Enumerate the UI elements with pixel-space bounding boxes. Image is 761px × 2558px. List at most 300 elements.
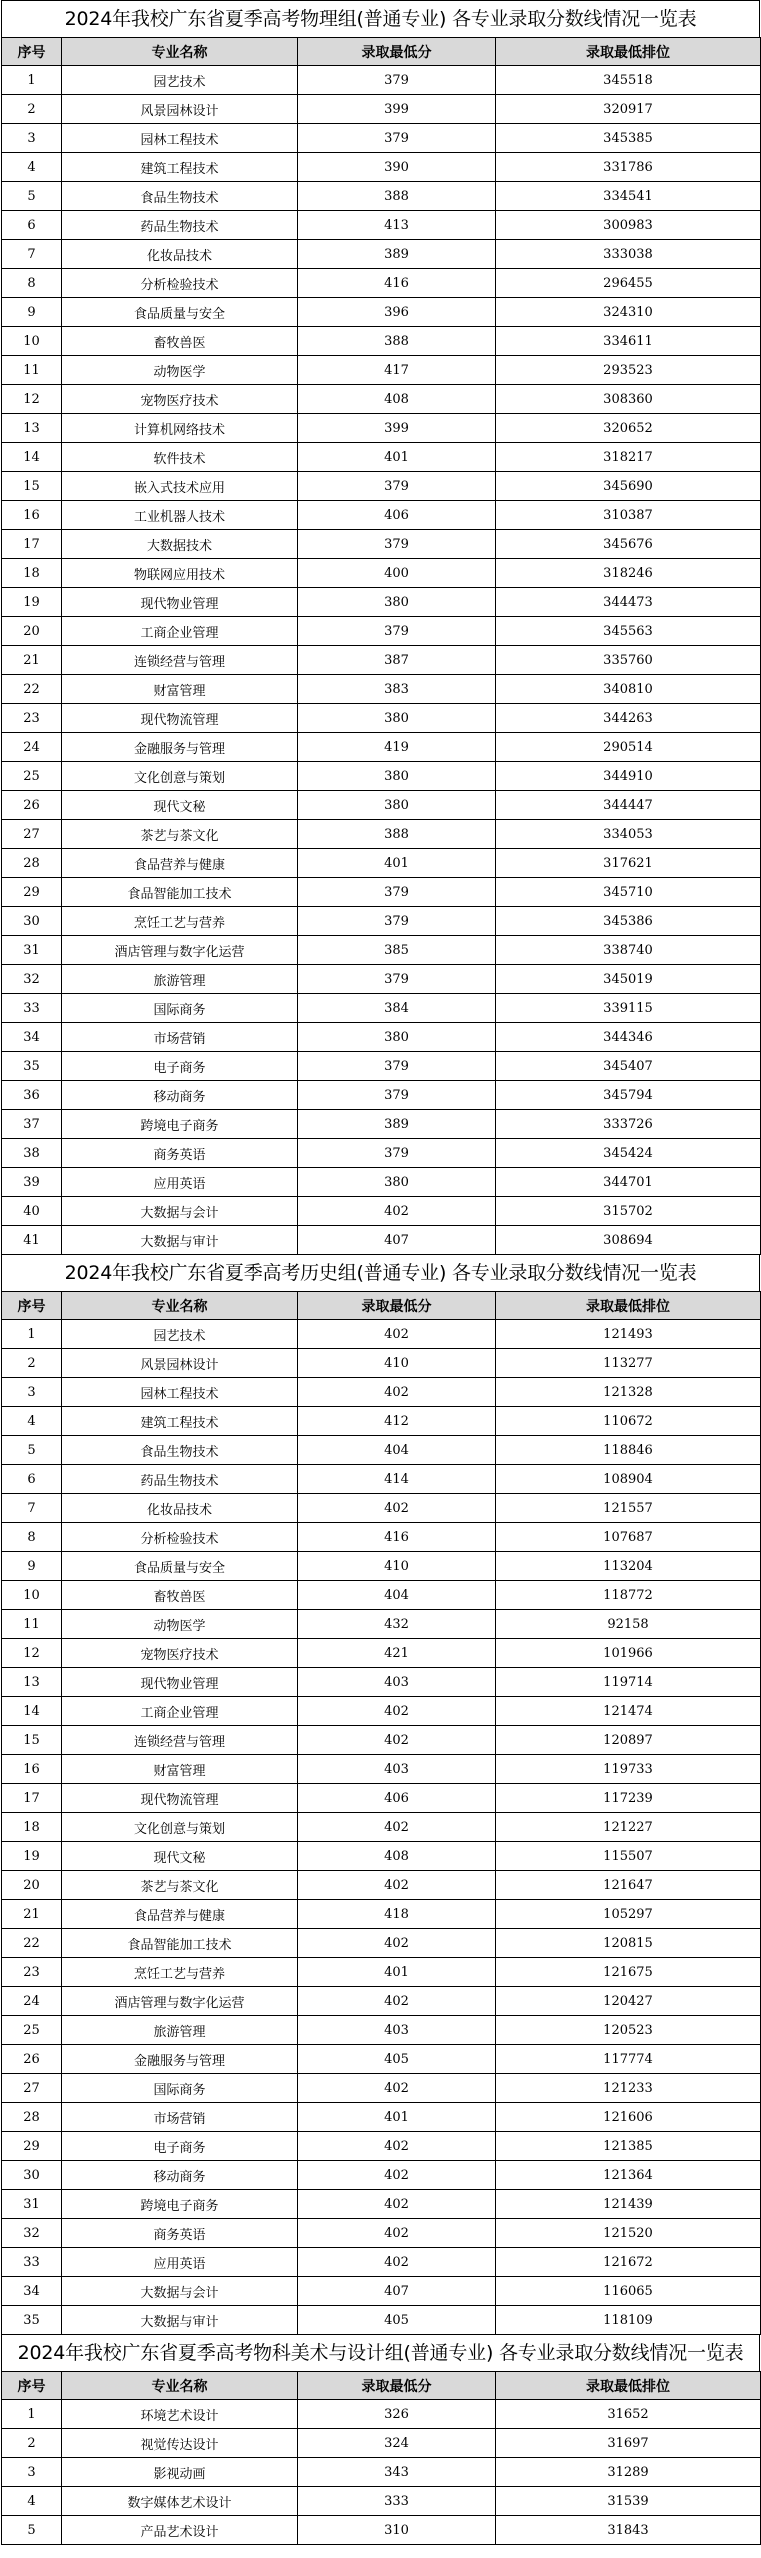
cell-major-name: 园林工程技术: [62, 124, 298, 153]
cell-min-rank: 308694: [496, 1226, 761, 1255]
cell-min-score: 333: [298, 2487, 496, 2516]
table-row: [2, 1784, 761, 1813]
header-name: 专业名称: [62, 38, 298, 66]
cell-min-score: 399: [298, 414, 496, 443]
cell-min-score: 402: [298, 1813, 496, 1842]
cell-min-rank: 118846: [496, 1436, 761, 1465]
cell-no: 5: [2, 2516, 62, 2545]
cell-no: 30: [2, 2161, 62, 2190]
cell-no: 10: [2, 327, 62, 356]
cell-no: 2: [2, 1349, 62, 1378]
cell-major-name: 园艺技术: [62, 66, 298, 95]
cell-no: 12: [2, 385, 62, 414]
cell-major-name: 畜牧兽医: [62, 1581, 298, 1610]
cell-min-rank: 334053: [496, 820, 761, 849]
cell-no: 19: [2, 1842, 62, 1871]
cell-major-name: 药品生物技术: [62, 211, 298, 240]
cell-min-score: 404: [298, 1436, 496, 1465]
cell-min-rank: 113277: [496, 1349, 761, 1378]
header-name: 专业名称: [62, 1292, 298, 1320]
cell-min-rank: 293523: [496, 356, 761, 385]
cell-major-name: 酒店管理与数字化运营: [62, 936, 298, 965]
cell-min-score: 410: [298, 1349, 496, 1378]
table-row: [2, 2487, 761, 2516]
cell-min-rank: 121439: [496, 2190, 761, 2219]
cell-major-name: 宠物医疗技术: [62, 1639, 298, 1668]
cell-no: 23: [2, 1958, 62, 1987]
cell-min-rank: 113204: [496, 1552, 761, 1581]
cell-min-rank: 101966: [496, 1639, 761, 1668]
cell-major-name: 风景园林设计: [62, 1349, 298, 1378]
cell-min-rank: 345424: [496, 1139, 761, 1168]
cell-min-score: 407: [298, 1226, 496, 1255]
table-body: [2, 2400, 761, 2545]
cell-min-rank: 334611: [496, 327, 761, 356]
table-row: [2, 907, 761, 936]
cell-min-score: 418: [298, 1900, 496, 1929]
cell-min-score: 379: [298, 1081, 496, 1110]
cell-major-name: 大数据与审计: [62, 2306, 298, 2335]
header-score: 录取最低分: [298, 1292, 496, 1320]
cell-major-name: 动物医学: [62, 356, 298, 385]
cell-min-rank: 120523: [496, 2016, 761, 2045]
cell-no: 17: [2, 1784, 62, 1813]
cell-major-name: 嵌入式技术应用: [62, 472, 298, 501]
cell-no: 32: [2, 965, 62, 994]
cell-major-name: 金融服务与管理: [62, 733, 298, 762]
cell-major-name: 茶艺与茶文化: [62, 1871, 298, 1900]
table-row: [2, 675, 761, 704]
cell-major-name: 建筑工程技术: [62, 1407, 298, 1436]
cell-min-score: 400: [298, 559, 496, 588]
cell-min-score: 421: [298, 1639, 496, 1668]
table-row: [2, 472, 761, 501]
cell-min-rank: 345019: [496, 965, 761, 994]
cell-no: 6: [2, 1465, 62, 1494]
cell-major-name: 大数据与会计: [62, 2277, 298, 2306]
cell-min-score: 388: [298, 820, 496, 849]
cell-major-name: 建筑工程技术: [62, 153, 298, 182]
table-row: [2, 1958, 761, 1987]
table-row: [2, 1168, 761, 1197]
cell-major-name: 国际商务: [62, 994, 298, 1023]
cell-no: 3: [2, 124, 62, 153]
cell-min-score: 343: [298, 2458, 496, 2487]
table-row: [2, 1668, 761, 1697]
header-no: 序号: [2, 1292, 62, 1320]
cell-min-rank: 345563: [496, 617, 761, 646]
cell-min-score: 406: [298, 501, 496, 530]
cell-no: 3: [2, 1378, 62, 1407]
cell-no: 32: [2, 2219, 62, 2248]
cell-major-name: 食品营养与健康: [62, 849, 298, 878]
cell-min-score: 310: [298, 2516, 496, 2545]
table-row: [2, 327, 761, 356]
cell-min-score: 402: [298, 1197, 496, 1226]
cell-major-name: 金融服务与管理: [62, 2045, 298, 2074]
cell-min-rank: 121606: [496, 2103, 761, 2132]
cell-no: 18: [2, 559, 62, 588]
cell-min-rank: 121557: [496, 1494, 761, 1523]
table-row: [2, 2429, 761, 2458]
cell-major-name: 风景园林设计: [62, 95, 298, 124]
cell-major-name: 化妆品技术: [62, 240, 298, 269]
cell-min-rank: 320917: [496, 95, 761, 124]
cell-no: 26: [2, 791, 62, 820]
cell-no: 30: [2, 907, 62, 936]
table-row: [2, 965, 761, 994]
cell-no: 4: [2, 1407, 62, 1436]
cell-min-rank: 345710: [496, 878, 761, 907]
cell-major-name: 跨境电子商务: [62, 1110, 298, 1139]
header-rank: 录取最低排位: [496, 1292, 761, 1320]
cell-min-rank: 121493: [496, 1320, 761, 1349]
cell-no: 37: [2, 1110, 62, 1139]
cell-major-name: 国际商务: [62, 2074, 298, 2103]
cell-min-score: 402: [298, 1987, 496, 2016]
cell-min-rank: 117774: [496, 2045, 761, 2074]
cell-no: 14: [2, 1697, 62, 1726]
table-row: [2, 1226, 761, 1255]
cell-min-rank: 121364: [496, 2161, 761, 2190]
cell-min-score: 383: [298, 675, 496, 704]
cell-major-name: 园林工程技术: [62, 1378, 298, 1407]
cell-min-rank: 120897: [496, 1726, 761, 1755]
table-row: [2, 501, 761, 530]
cell-min-rank: 320652: [496, 414, 761, 443]
cell-min-rank: 31652: [496, 2400, 761, 2429]
cell-min-score: 379: [298, 530, 496, 559]
table-row: [2, 2045, 761, 2074]
table-row: [2, 298, 761, 327]
cell-no: 26: [2, 2045, 62, 2074]
table-row: [2, 530, 761, 559]
cell-min-rank: 345385: [496, 124, 761, 153]
cell-major-name: 烹饪工艺与营养: [62, 907, 298, 936]
cell-min-rank: 119714: [496, 1668, 761, 1697]
cell-min-rank: 31697: [496, 2429, 761, 2458]
cell-min-rank: 344473: [496, 588, 761, 617]
table-history: [1, 1291, 761, 2335]
cell-min-score: 379: [298, 124, 496, 153]
cell-min-rank: 121672: [496, 2248, 761, 2277]
table-row: [2, 1755, 761, 1784]
cell-major-name: 连锁经营与管理: [62, 1726, 298, 1755]
cell-min-score: 402: [298, 1320, 496, 1349]
cell-no: 21: [2, 1900, 62, 1929]
table-row: [2, 1320, 761, 1349]
cell-major-name: 分析检验技术: [62, 1523, 298, 1552]
cell-no: 6: [2, 211, 62, 240]
cell-min-rank: 116065: [496, 2277, 761, 2306]
cell-min-score: 403: [298, 1755, 496, 1784]
cell-major-name: 市场营销: [62, 1023, 298, 1052]
cell-min-score: 403: [298, 1668, 496, 1697]
cell-min-rank: 110672: [496, 1407, 761, 1436]
cell-major-name: 跨境电子商务: [62, 2190, 298, 2219]
table-row: [2, 2248, 761, 2277]
cell-min-score: 402: [298, 1929, 496, 1958]
cell-min-score: 402: [298, 1871, 496, 1900]
cell-major-name: 现代物业管理: [62, 588, 298, 617]
cell-no: 5: [2, 1436, 62, 1465]
table-row: [2, 95, 761, 124]
cell-major-name: 连锁经营与管理: [62, 646, 298, 675]
table-row: [2, 356, 761, 385]
cell-min-rank: 105297: [496, 1900, 761, 1929]
cell-min-score: 402: [298, 1697, 496, 1726]
cell-major-name: 食品生物技术: [62, 182, 298, 211]
table-row: [2, 791, 761, 820]
table-row: [2, 1081, 761, 1110]
cell-no: 28: [2, 849, 62, 878]
header-rank: 录取最低排位: [496, 2372, 761, 2400]
header-no: 序号: [2, 38, 62, 66]
table-row: [2, 1610, 761, 1639]
cell-major-name: 产品艺术设计: [62, 2516, 298, 2545]
cell-major-name: 电子商务: [62, 2132, 298, 2161]
cell-min-score: 402: [298, 2161, 496, 2190]
table-row: [2, 1494, 761, 1523]
cell-no: 9: [2, 298, 62, 327]
cell-min-rank: 290514: [496, 733, 761, 762]
cell-major-name: 畜牧兽医: [62, 327, 298, 356]
cell-min-rank: 345794: [496, 1081, 761, 1110]
cell-min-rank: 344701: [496, 1168, 761, 1197]
cell-min-rank: 308360: [496, 385, 761, 414]
cell-major-name: 财富管理: [62, 1755, 298, 1784]
cell-major-name: 软件技术: [62, 443, 298, 472]
cell-min-score: 380: [298, 762, 496, 791]
cell-no: 33: [2, 994, 62, 1023]
cell-min-rank: 120427: [496, 1987, 761, 2016]
cell-no: 35: [2, 2306, 62, 2335]
cell-major-name: 园艺技术: [62, 1320, 298, 1349]
header-row: [2, 1292, 761, 1320]
cell-no: 27: [2, 2074, 62, 2103]
cell-no: 9: [2, 1552, 62, 1581]
cell-min-score: 379: [298, 965, 496, 994]
cell-no: 12: [2, 1639, 62, 1668]
cell-no: 8: [2, 1523, 62, 1552]
cell-min-score: 401: [298, 849, 496, 878]
table-row: [2, 2161, 761, 2190]
table-row: [2, 153, 761, 182]
table-row: [2, 2219, 761, 2248]
cell-min-rank: 31539: [496, 2487, 761, 2516]
cell-major-name: 财富管理: [62, 675, 298, 704]
cell-no: 2: [2, 2429, 62, 2458]
cell-min-rank: 345386: [496, 907, 761, 936]
table-row: [2, 2016, 761, 2045]
cell-no: 8: [2, 269, 62, 298]
table-physics: [1, 37, 761, 1255]
cell-major-name: 食品质量与安全: [62, 1552, 298, 1581]
cell-no: 41: [2, 1226, 62, 1255]
cell-major-name: 动物医学: [62, 1610, 298, 1639]
table-row: [2, 269, 761, 298]
cell-min-rank: 345518: [496, 66, 761, 95]
cell-min-score: 402: [298, 1378, 496, 1407]
table-row: [2, 2400, 761, 2429]
table-row: [2, 240, 761, 269]
header-row: [2, 38, 761, 66]
table-row: [2, 2103, 761, 2132]
cell-no: 34: [2, 2277, 62, 2306]
cell-major-name: 计算机网络技术: [62, 414, 298, 443]
table-row: [2, 646, 761, 675]
cell-min-score: 406: [298, 1784, 496, 1813]
cell-no: 16: [2, 1755, 62, 1784]
cell-min-score: 402: [298, 2190, 496, 2219]
cell-min-score: 379: [298, 878, 496, 907]
cell-min-rank: 310387: [496, 501, 761, 530]
table-row: [2, 2516, 761, 2545]
cell-min-rank: 334541: [496, 182, 761, 211]
cell-major-name: 影视动画: [62, 2458, 298, 2487]
table-row: [2, 1581, 761, 1610]
table-body: [2, 66, 761, 1255]
table-row: [2, 936, 761, 965]
cell-min-rank: 121385: [496, 2132, 761, 2161]
table-row: [2, 878, 761, 907]
table-row: [2, 1987, 761, 2016]
cell-major-name: 食品智能加工技术: [62, 1929, 298, 1958]
cell-min-score: 389: [298, 240, 496, 269]
cell-min-score: 413: [298, 211, 496, 240]
cell-no: 2: [2, 95, 62, 124]
cell-major-name: 大数据与会计: [62, 1197, 298, 1226]
cell-min-score: 408: [298, 1842, 496, 1871]
cell-major-name: 应用英语: [62, 1168, 298, 1197]
cell-no: 27: [2, 820, 62, 849]
cell-no: 22: [2, 1929, 62, 1958]
cell-min-score: 402: [298, 2248, 496, 2277]
table-row: [2, 994, 761, 1023]
cell-no: 33: [2, 2248, 62, 2277]
cell-min-score: 402: [298, 2219, 496, 2248]
table-row: [2, 1052, 761, 1081]
cell-min-rank: 338740: [496, 936, 761, 965]
cell-min-score: 408: [298, 385, 496, 414]
cell-min-score: 380: [298, 1168, 496, 1197]
cell-min-rank: 344346: [496, 1023, 761, 1052]
table-row: [2, 1349, 761, 1378]
cell-no: 1: [2, 1320, 62, 1349]
cell-min-score: 388: [298, 327, 496, 356]
cell-min-rank: 345676: [496, 530, 761, 559]
cell-major-name: 工商企业管理: [62, 617, 298, 646]
cell-min-score: 390: [298, 153, 496, 182]
cell-min-score: 402: [298, 2074, 496, 2103]
table-row: [2, 1436, 761, 1465]
cell-major-name: 药品生物技术: [62, 1465, 298, 1494]
table-row: [2, 588, 761, 617]
cell-no: 19: [2, 588, 62, 617]
cell-min-rank: 119733: [496, 1755, 761, 1784]
cell-min-rank: 107687: [496, 1523, 761, 1552]
table-row: [2, 1639, 761, 1668]
table-row: [2, 1523, 761, 1552]
cell-min-score: 412: [298, 1407, 496, 1436]
cell-min-rank: 121227: [496, 1813, 761, 1842]
cell-min-rank: 118772: [496, 1581, 761, 1610]
table-row: [2, 1697, 761, 1726]
cell-min-score: 402: [298, 1494, 496, 1523]
cell-major-name: 文化创意与策划: [62, 762, 298, 791]
cell-min-score: 379: [298, 472, 496, 501]
cell-min-rank: 333038: [496, 240, 761, 269]
cell-min-score: 402: [298, 2132, 496, 2161]
cell-no: 14: [2, 443, 62, 472]
cell-min-rank: 344910: [496, 762, 761, 791]
cell-min-score: 403: [298, 2016, 496, 2045]
cell-min-score: 380: [298, 791, 496, 820]
cell-min-rank: 345690: [496, 472, 761, 501]
cell-no: 29: [2, 878, 62, 907]
cell-no: 4: [2, 2487, 62, 2516]
cell-no: 13: [2, 414, 62, 443]
section-title-physics: 2024年我校广东省夏季高考物理组(普通专业) 各专业录取分数线情况一览表: [1, 0, 760, 37]
cell-no: 11: [2, 356, 62, 385]
cell-min-rank: 121328: [496, 1378, 761, 1407]
cell-no: 17: [2, 530, 62, 559]
cell-min-rank: 118109: [496, 2306, 761, 2335]
cell-major-name: 大数据与审计: [62, 1226, 298, 1255]
header-name: 专业名称: [62, 2372, 298, 2400]
cell-min-rank: 296455: [496, 269, 761, 298]
cell-major-name: 移动商务: [62, 1081, 298, 1110]
cell-min-rank: 345407: [496, 1052, 761, 1081]
cell-no: 25: [2, 2016, 62, 2045]
cell-major-name: 电子商务: [62, 1052, 298, 1081]
cell-min-rank: 92158: [496, 1610, 761, 1639]
table-row: [2, 1023, 761, 1052]
cell-min-score: 380: [298, 588, 496, 617]
cell-no: 3: [2, 2458, 62, 2487]
cell-no: 11: [2, 1610, 62, 1639]
table-row: [2, 1407, 761, 1436]
table-row: [2, 211, 761, 240]
cell-no: 16: [2, 501, 62, 530]
cell-major-name: 移动商务: [62, 2161, 298, 2190]
cell-min-rank: 121520: [496, 2219, 761, 2248]
cell-major-name: 食品生物技术: [62, 1436, 298, 1465]
table-row: [2, 2277, 761, 2306]
cell-major-name: 视觉传达设计: [62, 2429, 298, 2458]
cell-no: 7: [2, 1494, 62, 1523]
table-row: [2, 1552, 761, 1581]
header-row: [2, 2372, 761, 2400]
cell-no: 34: [2, 1023, 62, 1052]
cell-min-rank: 318246: [496, 559, 761, 588]
table-row: [2, 2306, 761, 2335]
cell-major-name: 物联网应用技术: [62, 559, 298, 588]
cell-no: 31: [2, 936, 62, 965]
cell-min-score: 379: [298, 617, 496, 646]
table-row: [2, 2132, 761, 2161]
table-row: [2, 182, 761, 211]
table-row: [2, 2190, 761, 2219]
cell-major-name: 分析检验技术: [62, 269, 298, 298]
table-row: [2, 820, 761, 849]
cell-min-score: 388: [298, 182, 496, 211]
cell-major-name: 商务英语: [62, 2219, 298, 2248]
cell-no: 36: [2, 1081, 62, 1110]
cell-no: 10: [2, 1581, 62, 1610]
table-row: [2, 704, 761, 733]
cell-min-rank: 344263: [496, 704, 761, 733]
